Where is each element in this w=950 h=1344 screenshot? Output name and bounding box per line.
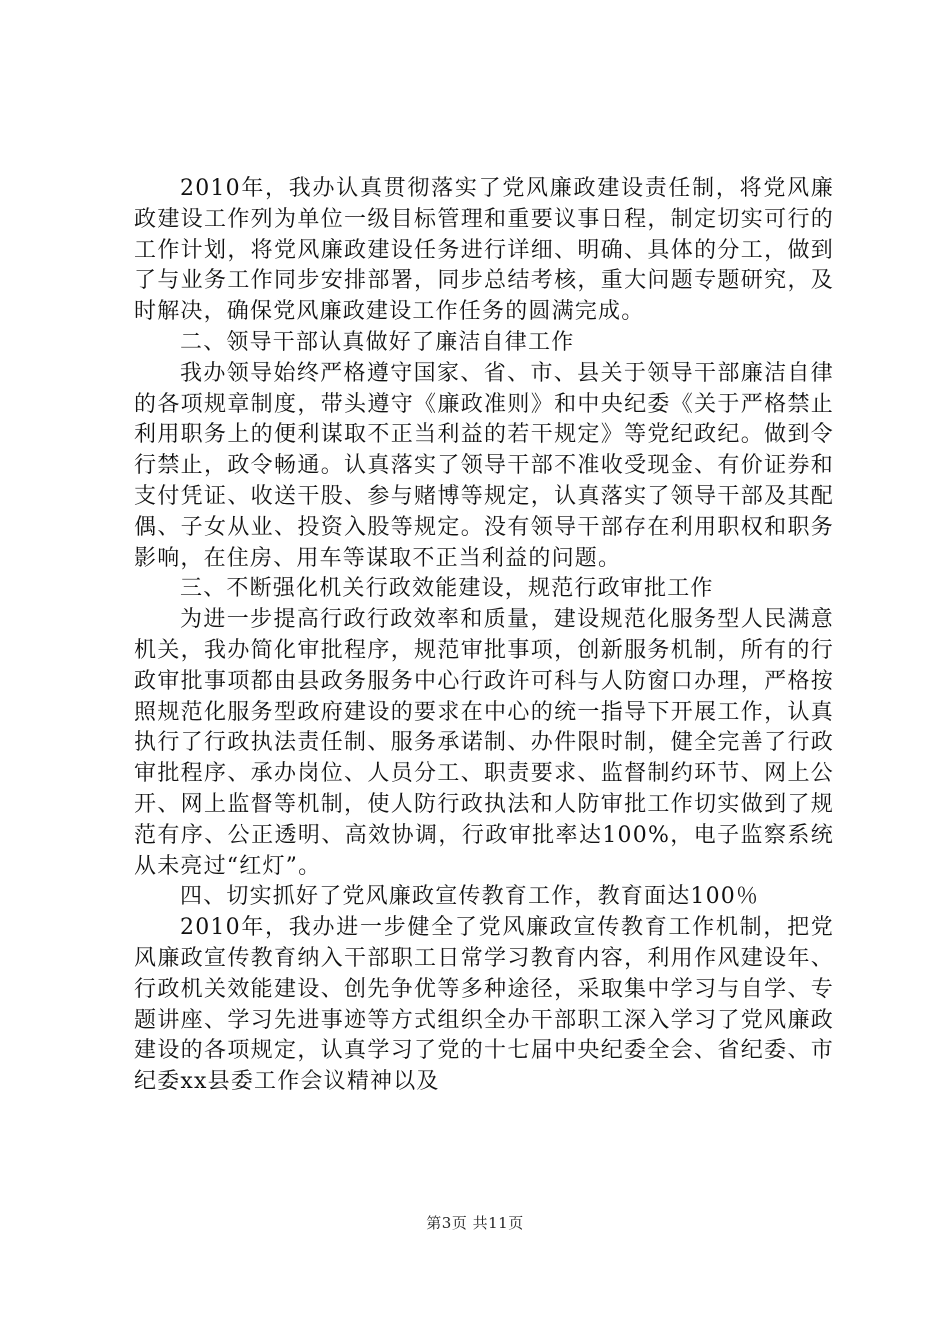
paragraph-self-discipline: 我办领导始终严格遵守国家、省、市、县关于领导干部廉洁自律的各项规章制度，带头遵守《廉政准则》和中央纪委《关于严格禁止利用职务上的便利谋取不正当利益的若干规定》等党纪政纪。做到令行禁止，政令畅通。认真落实了领导干部不准收受现金、有价证券和支付凭证、收送干股、参与赌博等规定，认真落实了领导干部及其配偶、子女从业、投资入股等规定。没有领导干部存在利用职权和职务影响，在住房、用车等谋取不正当利益的问题。	[134, 360, 834, 571]
section-heading-education: 四、切实抓好了党风廉政宣传教育工作，教育面达100％	[180, 884, 760, 910]
paragraph-responsibility-system: 2010年，我办认真贯彻落实了党风廉政建设责任制，将党风廉政建设工作列为单位一级目标管理和重要议事日程，制定切实可行的工作计划，将党风廉政建设任务进行详细、明确、具体的分工，做到了与业务工作同步安排部署，同步总结考核，重大问题专题研究，及时解决，确保党风廉政建设工作任务的圆满完成。	[134, 176, 834, 325]
paragraph-education: 2010年，我办进一步健全了党风廉政宣传教育工作机制，把党风廉政宣传教育纳入干部职工日常学习教育内容，利用作风建设年、行政机关效能建设、创先争优等多种途径，采取集中学习与自学、专题讲座、学习先进事迹等方式组织全办干部职工深入学习了党风廉政建设的各项规定，认真学习了党的十七届中央纪委全会、省纪委、市纪委xx县委工作会议精神以及	[134, 915, 834, 1095]
section-heading-administrative-efficiency: 三、不断强化机关行政效能建设，规范行政审批工作	[180, 576, 714, 602]
page-number-footer: 第3页 共11页	[426, 1214, 524, 1232]
document-body	[134, 174, 834, 1098]
section-heading-self-discipline: 二、领导干部认真做好了廉洁自律工作	[180, 329, 575, 355]
paragraph-administrative-efficiency: 为进一步提高行政行政效率和质量，建设规范化服务型人民满意机关，我办简化审批程序，规范审批事项，创新服务机制，所有的行政审批事项都由县政务服务中心行政许可科与人防窗口办理，严格按照规范化服务型政府建设的要求在中心的统一指导下开展工作，认真执行了行政执法责任制、服务承诺制、办件限时制，健全完善了行政审批程序、承办岗位、人员分工、职责要求、监督制约环节、网上公开、网上监督等机制，使人防行政执法和人防审批工作切实做到了规范有序、公正透明、高效协调，行政审批率达100%，电子监察系统从未亮过“红灯”。	[134, 607, 834, 879]
